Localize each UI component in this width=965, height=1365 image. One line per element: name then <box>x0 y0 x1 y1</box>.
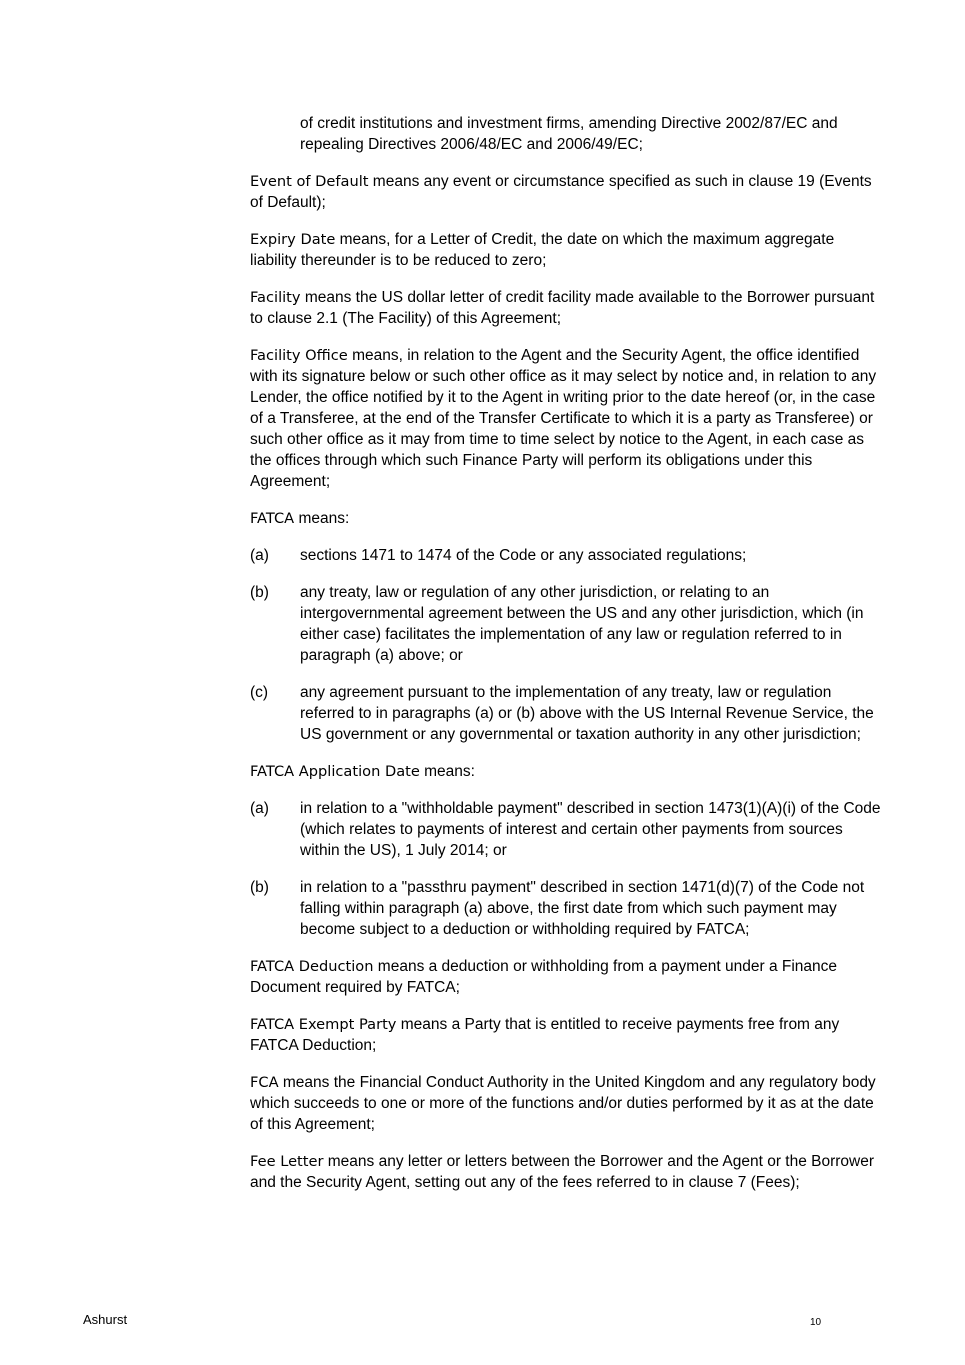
definition-expiry-date <box>250 229 882 271</box>
document-body <box>250 113 882 1209</box>
definition-text: means the US dollar letter of credit facility made available to the Borrower pursuant to clause 2.1 (The Facility) of this Agreement; <box>250 289 875 327</box>
definition-fca <box>250 1072 882 1135</box>
defined-term: FATCA Exempt Party <box>250 1016 397 1033</box>
defined-term: Event of Default <box>250 173 369 190</box>
definition-text: means a Party that is entitled to receive payments free from any FATCA Deduction; <box>250 1016 840 1054</box>
definition-text: means, in relation to the Agent and the Security Agent, the office identified with its signature below or such other office as it may select by notice and, in relation to any Lender, the office notified by it to the Agent in writing prior to the date hereof (or, in the case of a Transferee, at the end of the Transfer Certificate to which it is a party as Transferee) or such other office as it may from time to time select by notice to the Agent, in each case as the offices through which such Finance Party will perform its obligations under this Agreement; <box>250 347 877 490</box>
definition-event-of-default <box>250 171 882 213</box>
item-label: (c) <box>250 684 269 701</box>
list-item <box>250 798 882 861</box>
definition-text: means, for a Letter of Credit, the date on which the maximum aggregate liability thereunder is to be reduced to zero; <box>250 231 835 269</box>
definition-facility-office <box>250 345 882 492</box>
footer-firm-name: Ashurst <box>83 1312 128 1327</box>
list-item <box>250 582 882 666</box>
definition-text: means any event or circumstance specified as such in clause 19 (Events of Default); <box>250 173 872 211</box>
defined-term: Facility Office <box>250 347 348 364</box>
item-label: (a) <box>250 800 269 817</box>
item-text: in relation to a "passthru payment" described in section 1471(d)(7) of the Code not falling within paragraph (a) above, the first date from which such payment may become subject to a deduction or withholding required by FATCA; <box>300 879 865 938</box>
item-label: (a) <box>250 547 269 564</box>
continuation-text: of credit institutions and investment firms, amending Directive 2002/87/EC and repealing Directives 2006/48/EC and 2006/49/EC; <box>300 115 838 153</box>
list-item <box>250 682 882 745</box>
list-item <box>250 877 882 940</box>
definition-text: means the Financial Conduct Authority in the United Kingdom and any regulatory body which succeeds to one or more of the functions and/or duties performed by it as at the date of this Agreement; <box>250 1074 876 1133</box>
list-item <box>250 545 882 566</box>
item-text: in relation to a "withholdable payment" described in section 1473(1)(A)(i) of the Code (which relates to payments of interest and certain other payments from sources within the US), 1 July 2014; or <box>300 800 881 859</box>
defined-term: FATCA Deduction <box>250 958 374 975</box>
defined-term: FCA <box>250 1074 279 1091</box>
definition-text: means: <box>419 763 475 780</box>
definition-fatca-application-date <box>250 761 882 782</box>
definition-fee-letter <box>250 1151 882 1193</box>
item-label: (b) <box>250 879 269 896</box>
definition-facility <box>250 287 882 329</box>
defined-term: FATCA <box>250 510 295 527</box>
defined-term: Expiry Date <box>250 231 336 248</box>
definition-text: means any letter or letters between the Borrower and the Agent or the Borrower and the Security Agent, setting out any of the fees referred to in clause 7 (Fees); <box>250 1153 875 1191</box>
item-text: sections 1471 to 1474 of the Code or any associated regulations; <box>300 547 747 564</box>
defined-term: FATCA Application Date <box>250 763 420 780</box>
definition-fatca-deduction <box>250 956 882 998</box>
item-text: any agreement pursuant to the implementation of any treaty, law or regulation referred to in paragraphs (a) or (b) above with the US Internal Revenue Service, the US government or any governmental or taxation authority in any other jurisdiction; <box>300 684 874 743</box>
definition-text: means: <box>294 510 350 527</box>
definition-fatca <box>250 508 882 529</box>
item-label: (b) <box>250 584 269 601</box>
item-text: any treaty, law or regulation of any other jurisdiction, or relating to an intergovernmental agreement between the US and any other jurisdiction, which (in either case) facilitates the implementation of any law or regulation referred to in paragraph (a) above; or <box>300 584 864 664</box>
defined-term: Fee Letter <box>250 1153 324 1170</box>
defined-term: Facility <box>250 289 301 306</box>
definition-fatca-exempt-party <box>250 1014 882 1056</box>
definition-text: means a deduction or withholding from a payment under a Finance Document required by FATCA; <box>250 958 838 996</box>
page-number: 10 <box>810 1317 822 1328</box>
